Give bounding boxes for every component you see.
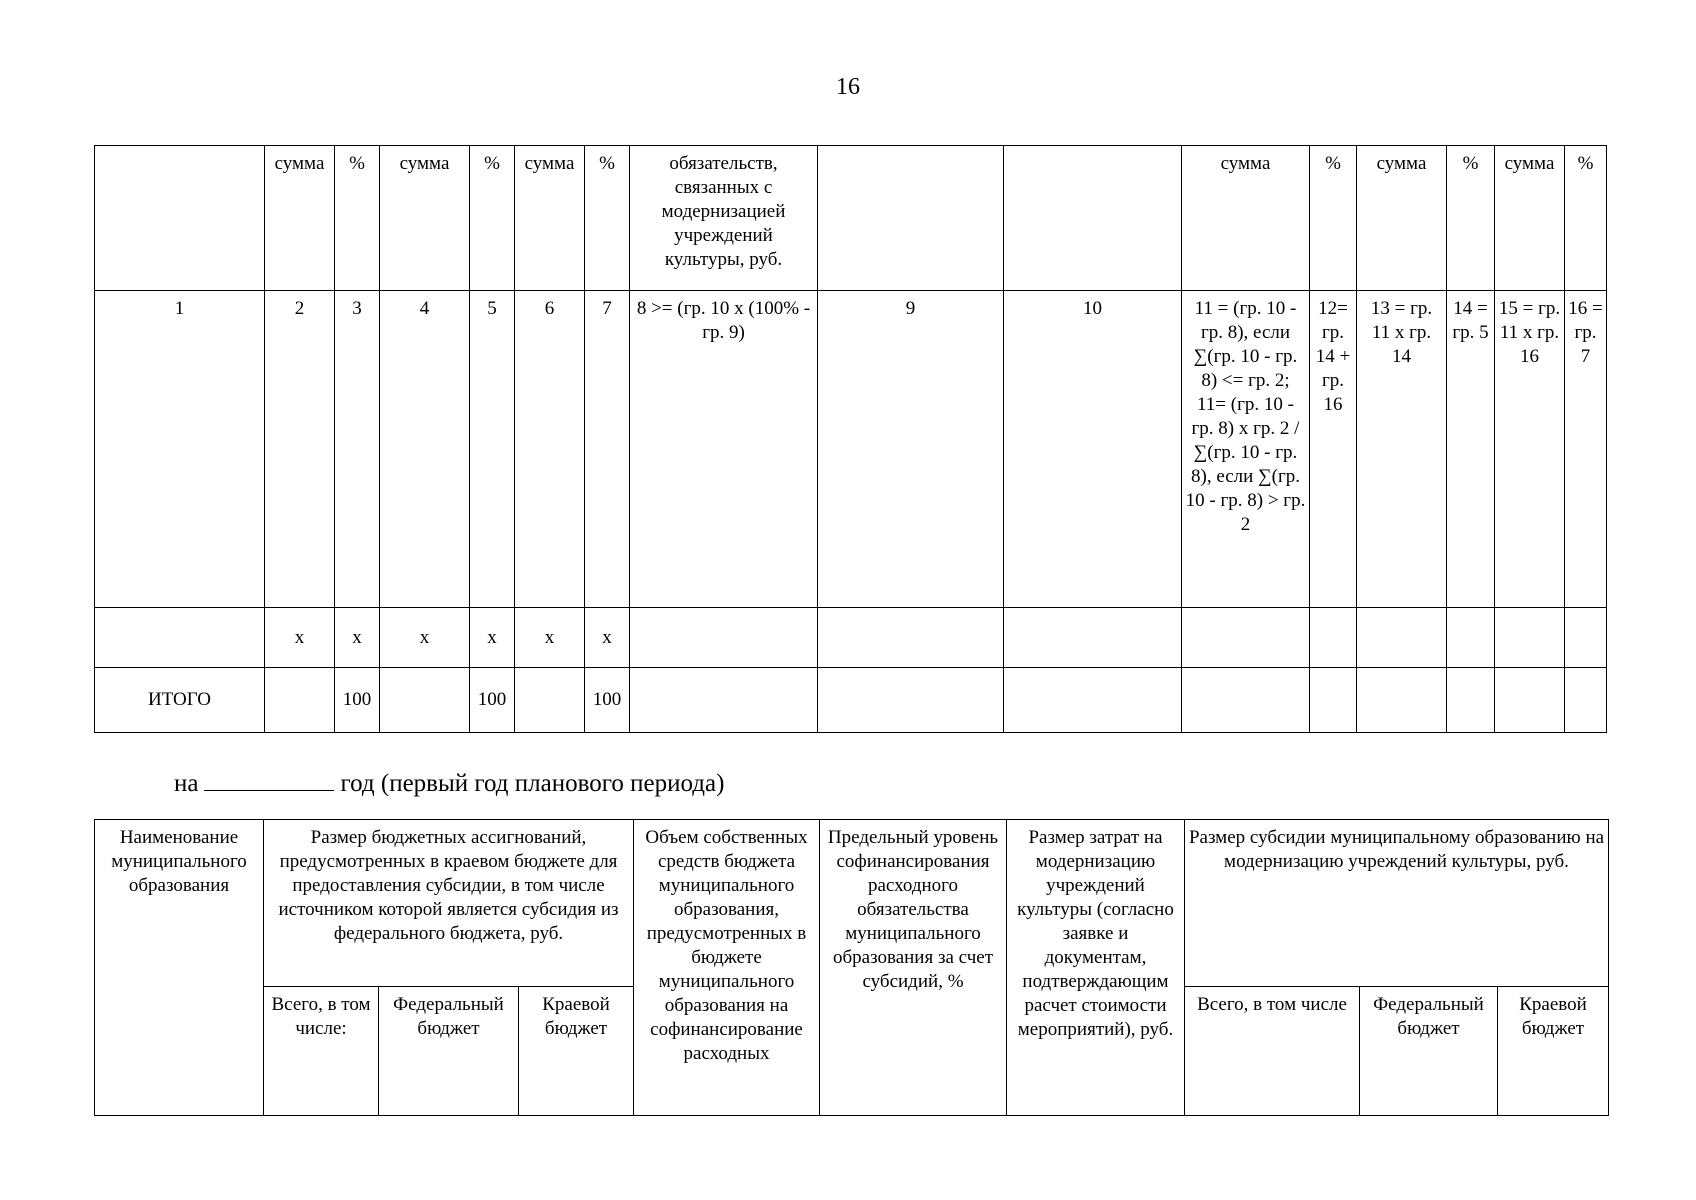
header-sum: сумма [265, 146, 335, 291]
table-cell [1565, 668, 1607, 733]
x-mark: x [585, 608, 630, 668]
table-cell [265, 668, 335, 733]
section-title-suffix: год (первый год планового периода) [340, 770, 725, 797]
column-number: 4 [380, 291, 470, 608]
column-formula: 13 = гр. 11 x гр. 14 [1357, 291, 1447, 608]
header-municipality: Наименование муниципального образования [95, 820, 264, 1116]
table-cell [1565, 608, 1607, 668]
column-formula: 8 >= (гр. 10 x (100% - гр. 9) [630, 291, 818, 608]
section-title [174, 770, 724, 798]
table-header-row [95, 146, 1607, 291]
column-formula: 11 = (гр. 10 - гр. 8), если ∑(гр. 10 - гр. 8) <= гр. 2; 11= (гр. 10 - гр. 8) x гр. 2 / ∑(гр. 10 - гр. 8), если ∑(гр. 10 - гр. 8) > гр. 2 [1182, 291, 1310, 608]
header-subsidy-regional: Краевой бюджет [1498, 987, 1609, 1116]
year-blank-line [204, 770, 334, 791]
header-cell-10 [1004, 146, 1182, 291]
column-number: 5 [470, 291, 515, 608]
table-cell [1495, 608, 1565, 668]
header-sum: сумма [1182, 146, 1310, 291]
x-mark: x [515, 608, 585, 668]
total-label: ИТОГО [95, 668, 265, 733]
x-mark: x [470, 608, 515, 668]
column-number: 2 [265, 291, 335, 608]
column-number-row [95, 291, 1607, 608]
header-percent: % [585, 146, 630, 291]
column-number: 10 [1004, 291, 1182, 608]
header-own-funds: Объем собственных средств бюджета муниципального образования, предусмотренных в бюджете муниципального образования на софинансирование расходных [634, 820, 820, 1116]
header-percent: % [335, 146, 380, 291]
column-number: 1 [95, 291, 265, 608]
header-sum: сумма [515, 146, 585, 291]
x-mark: x [380, 608, 470, 668]
column-number: 3 [335, 291, 380, 608]
header-budget-allocations: Размер бюджетных ассигнований, предусмотренных в краевом бюджете для предоставления субсидии, в том числе источником которой является субсидия из федерального бюджета, руб. [264, 820, 634, 987]
table-cell [95, 608, 265, 668]
table-cell [1357, 668, 1447, 733]
header-obligations: обязательств, связанных с модернизацией учреждений культуры, руб. [630, 146, 818, 291]
table-cell [630, 668, 818, 733]
page-number: 16 [836, 74, 860, 100]
table-cell [1310, 668, 1357, 733]
table-cell [1447, 608, 1495, 668]
header-budget-federal: Федеральный бюджет [379, 987, 519, 1116]
column-formula: 15 = гр. 11 x гр. 16 [1495, 291, 1565, 608]
total-row [95, 668, 1607, 733]
header-percent: % [1447, 146, 1495, 291]
table-cell [515, 668, 585, 733]
table-cell [1004, 608, 1182, 668]
header-subsidy-federal: Федеральный бюджет [1360, 987, 1498, 1116]
total-percent: 100 [585, 668, 630, 733]
table-first-planning-year [94, 819, 1609, 1116]
column-formula: 12= гр. 14 + гр. 16 [1310, 291, 1357, 608]
x-mark: x [265, 608, 335, 668]
column-number: 7 [585, 291, 630, 608]
table-cell [1447, 668, 1495, 733]
header-subsidy-total: Всего, в том числе [1185, 987, 1360, 1116]
total-percent: 100 [470, 668, 515, 733]
x-mark: x [335, 608, 380, 668]
column-number: 9 [818, 291, 1004, 608]
header-sum: сумма [380, 146, 470, 291]
header-percent: % [1310, 146, 1357, 291]
table-cell [1182, 608, 1310, 668]
total-percent: 100 [335, 668, 380, 733]
table-cell [818, 608, 1004, 668]
table-row [95, 608, 1607, 668]
header-budget-regional: Краевой бюджет [519, 987, 634, 1116]
column-number: 6 [515, 291, 585, 608]
header-subsidy-size: Размер субсидии муниципальному образованию на модернизацию учреждений культуры, руб. [1185, 820, 1609, 987]
header-sum: сумма [1495, 146, 1565, 291]
table-continuation [94, 145, 1607, 733]
header-cell-1 [95, 146, 265, 291]
header-percent: % [470, 146, 515, 291]
table-cell [818, 668, 1004, 733]
table-cell [1004, 668, 1182, 733]
table-cell [630, 608, 818, 668]
header-sum: сумма [1357, 146, 1447, 291]
header-cofinancing-level: Предельный уровень софинансирования расходного обязательства муниципального образования за счет субсидий, % [820, 820, 1007, 1116]
table-cell [1182, 668, 1310, 733]
table-cell [1357, 608, 1447, 668]
table-header-row [95, 820, 1609, 987]
header-cell-9 [818, 146, 1004, 291]
section-title-prefix: на [174, 770, 199, 797]
header-budget-total: Всего, в том числе: [264, 987, 379, 1116]
table-cell [1310, 608, 1357, 668]
table-cell [380, 668, 470, 733]
header-percent: % [1565, 146, 1607, 291]
column-formula: 16 = гр. 7 [1565, 291, 1607, 608]
column-formula: 14 = гр. 5 [1447, 291, 1495, 608]
table-cell [1495, 668, 1565, 733]
header-modernization-costs: Размер затрат на модернизацию учреждений культуры (согласно заявке и документам, подтверждающим расчет стоимости мероприятий), руб. [1007, 820, 1185, 1116]
